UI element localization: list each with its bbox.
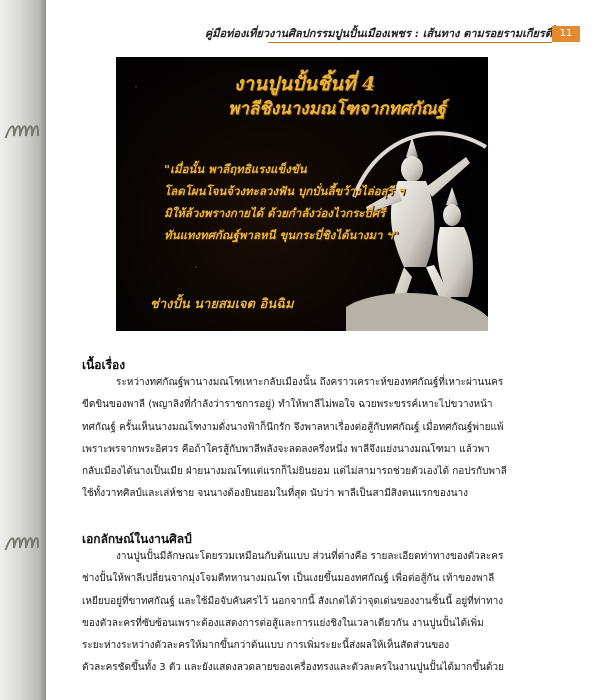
paragraph-line: ตัวละครชัดขึ้นทั้ง 3 ตัว และยังแสดงลวดลายของเครื่องทรงและตัวละครในงานปูนปั้นได้มากขึ้นด้วย — [82, 662, 504, 674]
paragraph-line: ขีดขินของพาลี (พญาลิงที่กำลังว่าราชการอยู่) ทำให้พาลีไม่พอใจ ฉวยพระขรรค์เหาะไปขวางหน้า — [82, 399, 493, 411]
paragraph-line: ระหว่างทศกัณฐ์พานางมณโฑเหาะกลับเมืองนั้น ถึงคราวเคราะห์ของทศกัณฐ์ที่เหาะผ่านนคร — [116, 377, 504, 388]
paragraph-line: ใช้ทั้งวาทศิลป์และเล่ห์ชาย จนนางต้องยินยอมในที่สุด นับว่า พาลีเป็นสามีสิงตนแรกของนาง — [82, 488, 469, 500]
story-paragraph — [82, 372, 552, 506]
binding-decoration — [1, 522, 44, 558]
paragraph-line: งานปูนปั้นมีลักษณะโดยรวมเหมือนกับต้นแบบ ส่วนที่ต่างคือ รายละเอียดท่าทางของตัวละคร — [116, 551, 504, 562]
artistic-identity-paragraph — [82, 546, 552, 680]
page-binding — [0, 0, 46, 700]
sculptor-credit: ช่างปั้น นายสมเจต อินฉิม — [150, 297, 294, 312]
binding-script-icon — [1, 522, 44, 558]
binding-script-icon — [1, 110, 44, 146]
running-header-title: คู่มือท่องเที่ยวงานศิลปกรรมปูนปั้นเมืองเพชร : เส้นทาง ตามรอยรามเกียรติ์ — [204, 27, 552, 40]
paragraph-line: ทศกัณฐ์ ครั้นเห็นนางมณโฑงามดั่งนางฟ้าก็นึกรัก จึงพาลหาเรื่องต่อสู้กับทศกัณฐ์ เมื่อทศกัณฐ์พ่ายแพ้ — [82, 421, 504, 433]
paragraph-line: ของตัวละครที่ซับซ้อนเพราะต้องแสดงการต่อสู้และการแย่งชิงในเวลาเดียวกัน งานปูนปั้นได้เพิ่ม — [82, 617, 484, 629]
paragraph-line: เพราะพรจากพระอิศวร คือถ้าใครสู้กับพาลีพลังจะลดลงครึ่งหนึ่ง พาลีจึงแย่งนางมณโฑมา แล้วพา — [82, 443, 490, 455]
section-heading-story: เนื้อเรื่อง — [82, 358, 126, 372]
verse-line: มิให้ล้วงพรางกายได้ ด้วยกำลังว่องไวกระบี่ศรี — [164, 206, 386, 220]
binding-decoration — [1, 110, 44, 146]
section-heading-artistic-identity: เอกลักษณ์ในงานศิลป์ — [82, 532, 192, 546]
paragraph-line: ช่างปั้นให้พาลีเปลี่ยนจากมุ่งโจมตีทหานางมณโฑ เป็นเงยขึ้นมองทศกัณฐ์ เพื่อต่อสู้กัน เท้าของพาลี — [82, 573, 495, 585]
header-divider — [268, 42, 552, 43]
verse-line: ทันแทงทศกัณฐ์พาลหนี ขุนกระบี่ชิงได้นางมา ฯ" — [164, 228, 399, 242]
stucco-statue-illustration — [346, 117, 488, 331]
paragraph-line: ระยะห่างระหว่างตัวละครให้มากขึ้นกว่าต้นแบบ การเพิ่มระยะนี้ส่งผลให้เห็นสัดส่วนของ — [82, 640, 450, 652]
hero-title-line1: งานปูนปั้นชิ้นที่ 4 — [234, 73, 376, 95]
hero-photo — [116, 57, 488, 331]
page-number-badge: 11 — [552, 26, 580, 42]
hero-title-line2: พาลีชิงนางมณโฑจากทศกัณฐ์ — [228, 99, 446, 119]
paragraph-line: กลับเมืองได้นางเป็นเมีย ฝ่ายนางมณโฑแต่แรกก็ไม่ยินยอม แต่ไม่สามารถช่วยตัวเองได้ กอปรกับพาลี — [82, 466, 507, 478]
paragraph-line: เหยียบอยู่ที่ขาทศกัณฐ์ และใช้มือจับคันศรไว้ นอกจากนี้ สังเกตได้ว่าจุดเด่นของงานชิ้นนี้ อยู่ที่ท่าทาง — [82, 595, 504, 607]
verse-line: "เมื่อนั้น พาลีฤทธิแรงแข็งขัน — [164, 162, 307, 176]
verse-line: โลดโผนโจนจ้วงทะลวงฟัน บุกบั่นลี้ขว้างไล่อสุรี ฯ — [164, 184, 405, 198]
